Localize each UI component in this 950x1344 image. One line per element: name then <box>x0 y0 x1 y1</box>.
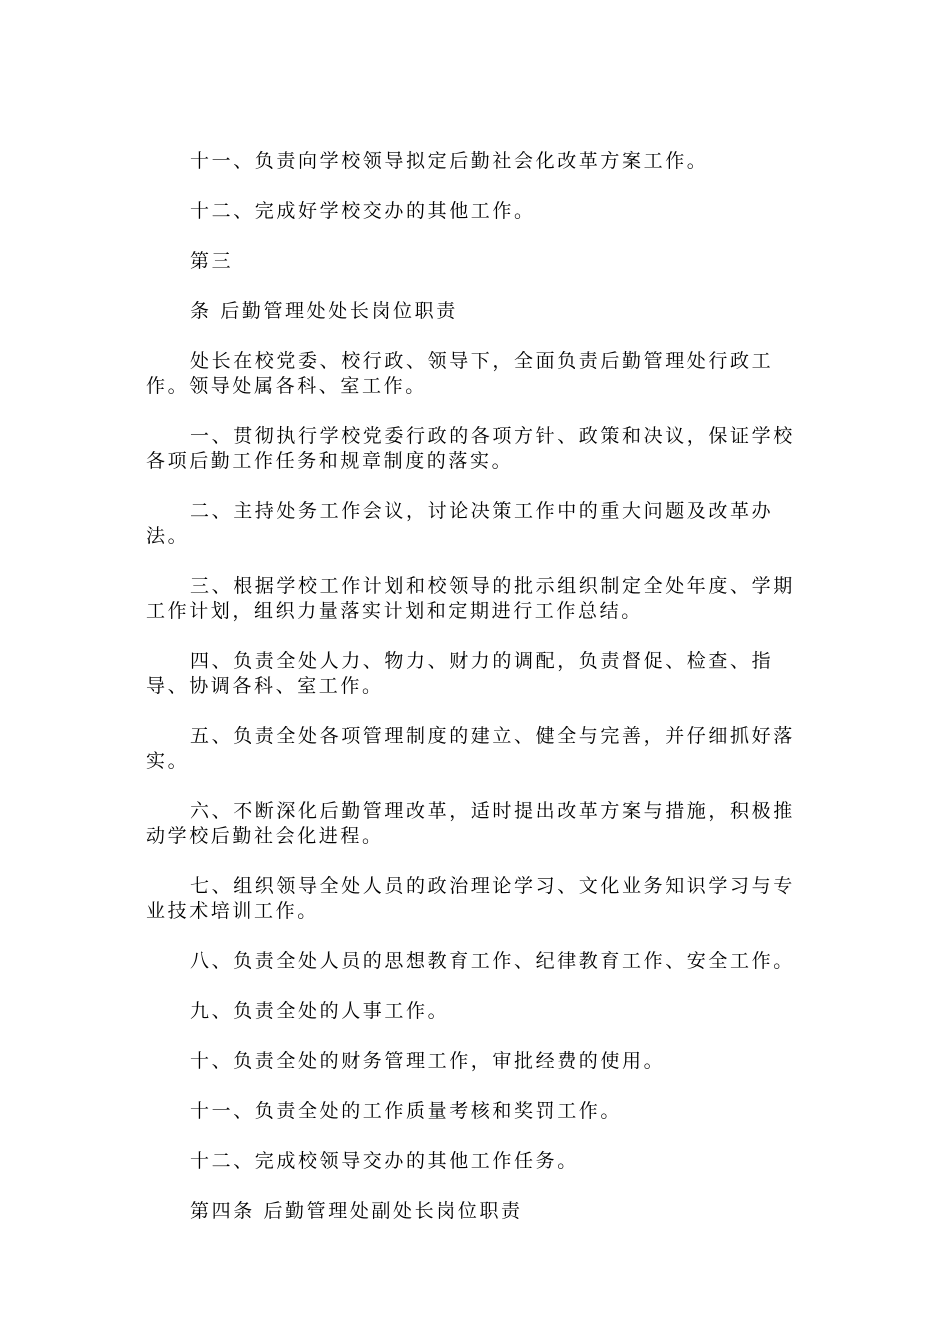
paragraph-15: 十、负责全处的财务管理工作，审批经费的使用。 <box>190 1050 666 1072</box>
paragraph-5: 处长在校党委、校行政、领导下，全面负责后勤管理处行政工作。领导处属各科、室工作。 <box>146 350 774 397</box>
paragraph-11: 六、不断深化后勤管理改革，适时提出改革方案与措施，积极推动学校后勤社会化进程。 <box>146 800 795 847</box>
paragraph-7: 二、主持处务工作会议，讨论决策工作中的重大问题及改革办法。 <box>146 500 774 547</box>
paragraph-8: 三、根据学校工作计划和校领导的批示组织制定全处年度、学期工作计划，组织力量落实计划和定期进行工作总结。 <box>146 575 795 622</box>
paragraph-16: 十一、负责全处的工作质量考核和奖罚工作。 <box>190 1100 623 1122</box>
paragraph-12: 七、组织领导全处人员的政治理论学习、文化业务知识学习与专业技术培训工作。 <box>146 875 795 922</box>
paragraph-10: 五、负责全处各项管理制度的建立、健全与完善，并仔细抓好落实。 <box>146 725 795 772</box>
paragraph-6: 一、贯彻执行学校党委行政的各项方针、政策和决议，保证学校各项后勤工作任务和规章制度的落实。 <box>146 425 795 472</box>
paragraph-13: 八、负责全处人员的思想教育工作、纪律教育工作、安全工作。 <box>190 950 795 972</box>
paragraph-17: 十二、完成校领导交办的其他工作任务。 <box>190 1150 579 1172</box>
paragraph-14: 九、负责全处的人事工作。 <box>190 1000 450 1022</box>
paragraph-3: 第三 <box>190 250 234 272</box>
paragraph-9: 四、负责全处人力、物力、财力的调配，负责督促、检查、指导、协调各科、室工作。 <box>146 650 774 697</box>
paragraph-4: 条 后勤管理处处长岗位职责 <box>190 300 458 322</box>
paragraph-18: 第四条 后勤管理处副处长岗位职责 <box>190 1200 523 1222</box>
paragraph-2: 十二、完成好学校交办的其他工作。 <box>190 200 536 222</box>
paragraph-1: 十一、负责向学校领导拟定后勤社会化改革方案工作。 <box>190 150 709 172</box>
